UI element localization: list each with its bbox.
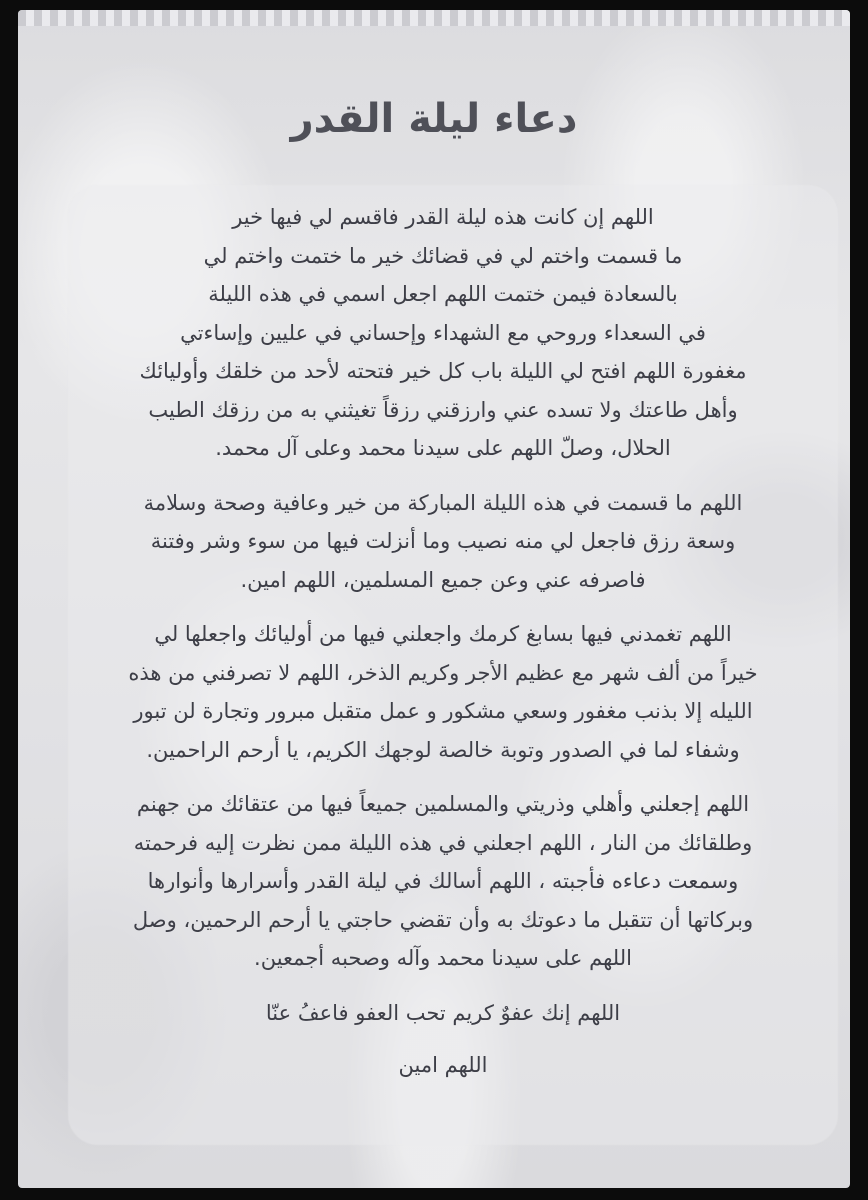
text-line: وشفاء لما في الصدور وتوبة خالصة لوجهك الكريم، يا أرحم الراحمين. xyxy=(146,737,740,762)
dua-card xyxy=(18,10,850,1188)
closing-line-1: اللهم إنك عفوٌ كريم تحب العفو فاعفُ عنّا xyxy=(265,1000,621,1025)
text-line: مغفورة اللهم افتح لي الليلة باب كل خير فتحته لأحد من خلقك وأوليائك xyxy=(139,359,747,383)
text-line: اللهم إجعلني وأهلي وذريتي والمسلمين جميعاً فيها من عتقائك من جهنم xyxy=(136,792,750,816)
text-line: وسمعت دعاءه فأجبته ، اللهم أسالك في ليلة القدر وأسرارها وأنوارها xyxy=(147,869,739,893)
dua-paragraph-4 xyxy=(58,785,828,978)
text-line: خيراً من ألف شهر مع عظيم الأجر وكريم الذخر، اللهم لا تصرفني من هذه xyxy=(128,660,758,685)
text-line: في السعداء وروحي مع الشهداء وإحساني في عليين وإساءتي xyxy=(180,320,706,345)
text-line: فاصرفه عني وعن جميع المسلمين، اللهم امين. xyxy=(240,567,646,592)
text-line: الليله إلا بذنب مغفور وسعي مشكور و عمل متقبل مبرور وتجارة لن تبور xyxy=(133,699,753,723)
dua-text-body xyxy=(58,198,828,1099)
dua-paragraph-1 xyxy=(58,198,828,468)
dua-paragraph-3 xyxy=(58,615,828,769)
text-line: وبركاتها أن تتقبل ما دعوتك به وأن تقضي حاجتي يا أرحم الرحمين، وصل xyxy=(132,907,754,932)
text-line: وأهل طاعتك ولا تسده عني وارزقني رزقاً تغيثني به من رزقك الطيب xyxy=(148,397,738,422)
text-line: ما قسمت واختم لي في قضائك خير ما ختمت واختم لي xyxy=(203,243,683,268)
text-line: اللهم إن كانت هذه ليلة القدر فاقسم لي فيها خير xyxy=(232,205,654,229)
lace-border-decoration xyxy=(18,10,850,26)
text-line: وسعة رزق فاجعل لي منه نصيب وما أنزلت فيها من سوء وشر وفتنة xyxy=(150,529,736,553)
text-line: اللهم ما قسمت في هذه الليلة المباركة من خير وعافية وصحة وسلامة xyxy=(143,490,743,515)
text-line: بالسعادة فيمن ختمت اللهم اجعل اسمي في هذه الليلة xyxy=(208,282,678,306)
page-title: دعاء ليلة القدر xyxy=(290,96,578,142)
text-line: الحلال، وصلّ اللهم على سيدنا محمد وعلى آل محمد. xyxy=(215,436,671,460)
closing-line-2: اللهم امين xyxy=(398,1053,488,1077)
text-line: وطلقائك من النار ، اللهم اجعلني في هذه الليلة ممن نظرت إليه فرحمته xyxy=(133,830,753,855)
text-line: اللهم على سيدنا محمد وآله وصحبه أجمعين. xyxy=(254,946,632,970)
dua-paragraph-2 xyxy=(58,484,828,600)
text-line: اللهم تغمدني فيها بسابغ كرمك واجعلني فيها من أوليائك واجعلها لي xyxy=(154,622,732,646)
